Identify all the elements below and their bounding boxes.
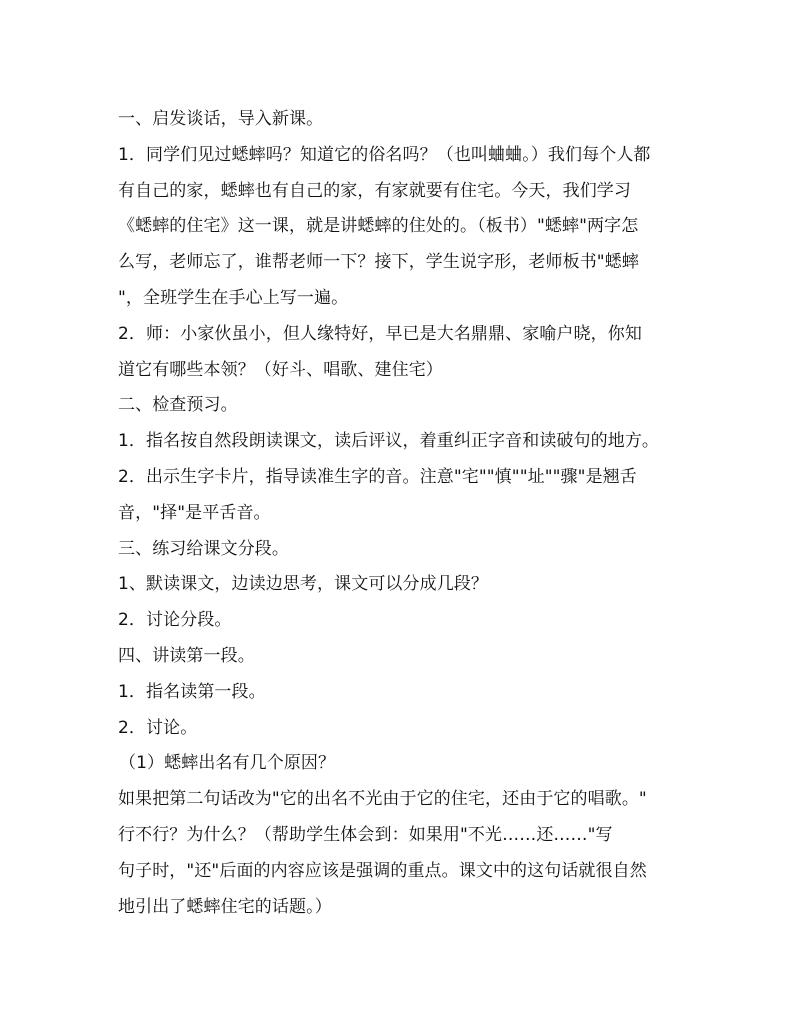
paragraph-line: 么写，老师忘了，谁帮老师一下？接下，学生说字形，老师板书"蟋蟀	[118, 252, 639, 273]
paragraph-line: 有自己的家，蟋蟀也有自己的家，有家就要有住宅。今天，我们学习	[118, 180, 631, 201]
paragraph-line: 1．指名读第一段。	[118, 681, 266, 702]
paragraph-line: 如果把第二句话改为"它的出名不光由于它的住宅，还由于它的唱歌。"	[118, 789, 647, 810]
section-heading: 二、检查预习。	[118, 395, 238, 416]
paragraph-line: 2．出示生字卡片，指导读准生字的音。注意"宅""慎""址""骤"是翘舌	[118, 466, 637, 487]
paragraph-line: 2．讨论。	[118, 717, 198, 738]
section-heading: 三、练习给课文分段。	[118, 538, 289, 559]
paragraph-line: 1．同学们见过蟋蟀吗？知道它的俗名吗？（也叫蛐蛐。）我们每个人都	[118, 144, 651, 165]
paragraph-line: 音，"择"是平舌音。	[118, 502, 271, 523]
paragraph-line: 《蟋蟀的住宅》这一课，就是讲蟋蟀的住处的。（板书）"蟋蟀"两字怎	[118, 216, 639, 237]
subheading-line: （1）蟋蟀出名有几个原因？	[119, 753, 336, 774]
paragraph-line: "，全班学生在手心上写一遍。	[118, 287, 349, 308]
paragraph-line: 2．师：小家伙虽小，但人缘特好，早已是大名鼎鼎、家喻户晓，你知	[118, 323, 642, 344]
paragraph-line: 1．指名按自然段朗读课文，读后评议，着重纠正字音和读破句的地方。	[118, 431, 660, 452]
paragraph-line: 地引出了蟋蟀住宅的话题。）	[118, 896, 332, 917]
paragraph-line: 2．讨论分段。	[118, 610, 232, 631]
paragraph-line: 行不行？为什么？（帮助学生体会到：如果用"不光……还……"写	[118, 824, 613, 845]
section-heading: 一、启发谈话，导入新课。	[118, 109, 324, 129]
paragraph-line: 句子时，"还"后面的内容应该是强调的重点。课文中的这句话就很自然	[118, 860, 647, 881]
paragraph-line: 道它有哪些本领？（好斗、唱歌、建住宅）	[118, 359, 443, 380]
section-heading: 四、讲读第一段。	[118, 645, 255, 666]
document-body	[118, 102, 684, 925]
paragraph-line: 1、默读课文，边读边思考，课文可以分成几段？	[118, 574, 489, 595]
